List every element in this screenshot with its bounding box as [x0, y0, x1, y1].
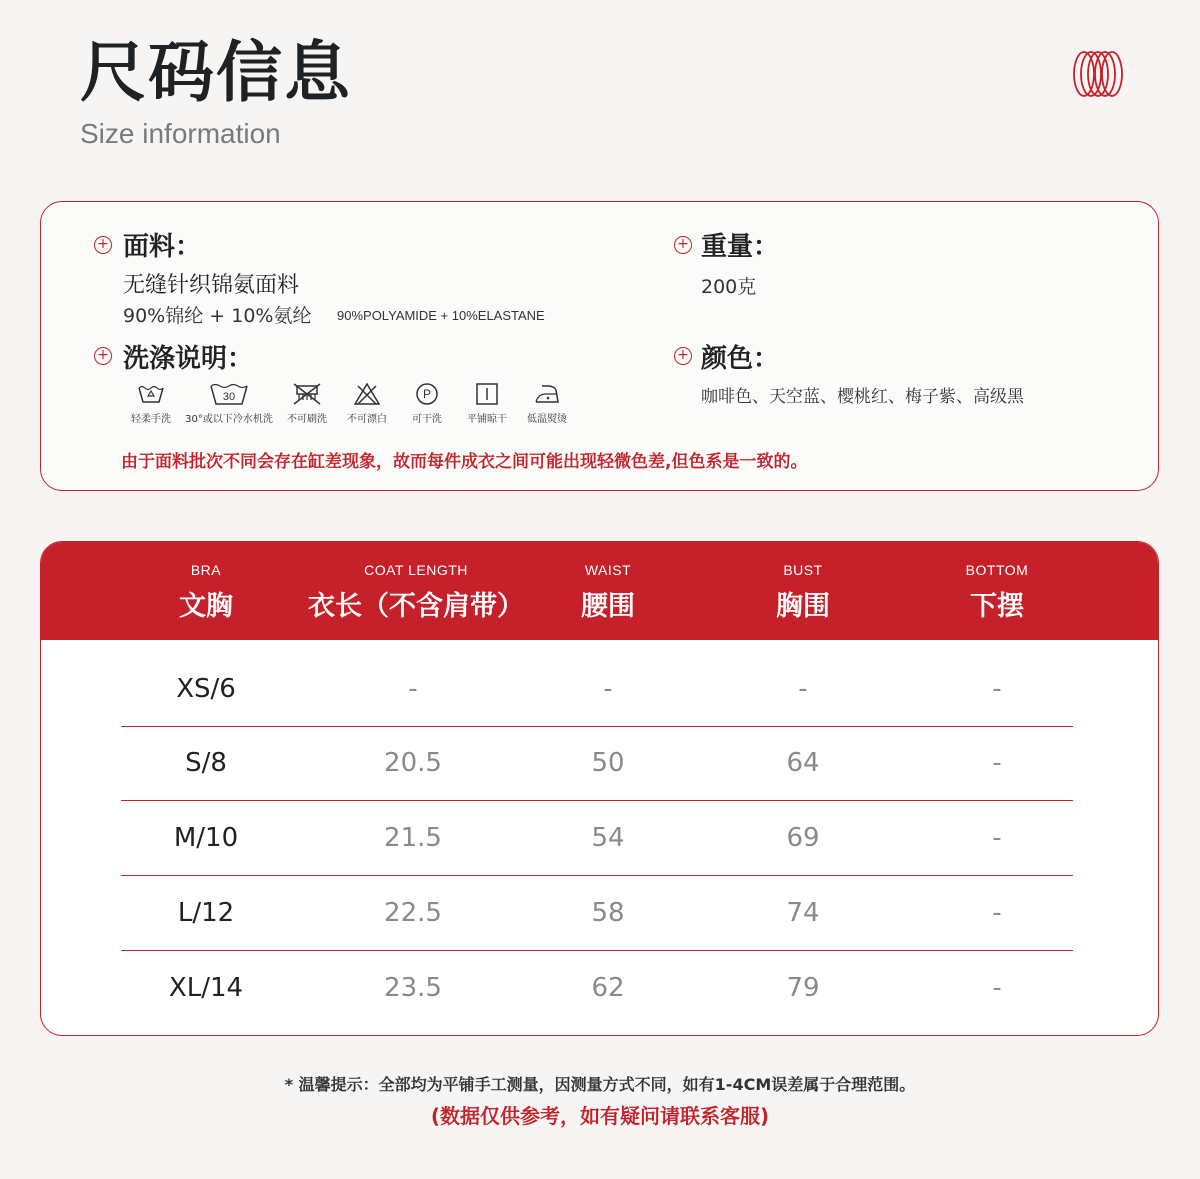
size-cell: XL/14	[168, 973, 244, 1003]
measurement-cell: -	[992, 823, 1002, 853]
table-row	[121, 652, 1073, 727]
plus-circle-icon: +	[94, 347, 112, 365]
page-subtitle: Size information	[80, 118, 281, 149]
care-item	[277, 382, 337, 425]
column-header-en: BRA	[190, 562, 222, 578]
table-row	[121, 876, 1073, 951]
measurement-cell: 58	[591, 898, 625, 928]
color-variance-warning: 由于面料批次不同会存在缸差现象，故而每件成衣之间可能出现轻微色差,但色系是一致的。	[121, 452, 808, 472]
care-label: 不可漂白	[347, 414, 387, 425]
washing-label: 洗涤说明：	[123, 344, 254, 374]
column-header-en: BUST	[783, 562, 823, 578]
size-cell: L/12	[177, 898, 235, 928]
fabric-name: 无缝针织锦氨面料	[123, 273, 300, 298]
measurement-cell: -	[798, 674, 808, 704]
weight-label: 重量：	[701, 232, 780, 262]
measurement-cell: 69	[786, 823, 820, 853]
size-cell: S/8	[185, 748, 227, 778]
measurement-cell: 74	[786, 898, 820, 928]
column-header-coat-length	[281, 542, 551, 640]
no-bleach-icon	[353, 382, 381, 406]
measurement-cell: -	[992, 898, 1002, 928]
measurement-cell: 54	[591, 823, 625, 853]
measurement-cell: 79	[786, 973, 820, 1003]
fabric-composition-en: 90%POLYAMIDE + 10%ELASTANE	[337, 308, 545, 323]
measurement-cell: 23.5	[384, 973, 442, 1003]
care-item	[397, 382, 457, 425]
measurement-cell: 22.5	[384, 898, 442, 928]
measurement-cell: -	[992, 973, 1002, 1003]
weight-value: 200克	[701, 276, 757, 298]
wash-30-icon	[209, 382, 249, 406]
column-header-bra	[136, 542, 276, 640]
size-cell: M/10	[173, 823, 239, 853]
reference-note: (数据仅供参考，如有疑问请联系客服)	[430, 1104, 770, 1128]
plus-circle-icon: +	[94, 236, 112, 254]
dry-flat-icon	[473, 382, 501, 406]
fabric-composition-cn: 90%锦纶 + 10%氨纶	[123, 305, 312, 327]
column-header-cn: 下摆	[970, 591, 1024, 622]
care-item	[121, 382, 181, 425]
column-header-cn: 胸围	[776, 591, 830, 622]
measurement-cell: 21.5	[384, 823, 442, 853]
size-cell: XS/6	[176, 674, 236, 704]
column-header-cn: 腰围	[581, 591, 635, 622]
column-header-bottom	[927, 542, 1067, 640]
table-header	[41, 542, 1158, 640]
measurement-tip: * 温馨提示：全部均为平铺手工测量，因测量方式不同，如有1-4CM误差属于合理范围。	[284, 1075, 916, 1094]
page-title: 尺码信息	[80, 34, 352, 111]
size-table	[40, 541, 1159, 1036]
measurement-cell: -	[992, 748, 1002, 778]
measurement-cell: -	[408, 674, 418, 704]
dry-clean-letter: P	[422, 387, 432, 401]
care-label: 平铺晾干	[467, 414, 507, 425]
care-label: 低温熨烫	[527, 414, 567, 425]
measurement-cell: 64	[786, 748, 820, 778]
care-label: 轻柔手洗	[131, 414, 171, 425]
care-item	[337, 382, 397, 425]
measurement-cell: -	[603, 674, 613, 704]
table-row	[121, 726, 1073, 801]
column-header-cn: 衣长（不含肩带）	[308, 591, 524, 622]
care-instructions	[121, 382, 577, 425]
plus-circle-icon: +	[674, 236, 692, 254]
table-row	[121, 951, 1073, 1026]
column-header-en: WAIST	[584, 562, 632, 578]
table-row	[121, 801, 1073, 876]
dry-clean-p-icon	[413, 382, 441, 406]
colors-label: 颜色：	[701, 344, 780, 374]
colors-value: 咖啡色、天空蓝、樱桃红、梅子紫、高级黑	[701, 387, 1024, 407]
care-item	[457, 382, 517, 425]
rings-logo-icon	[1072, 48, 1124, 100]
care-item	[517, 382, 577, 425]
iron-low-icon	[532, 382, 562, 406]
measurement-cell: 62	[591, 973, 625, 1003]
care-label: 30°或以下冷水机洗	[185, 414, 273, 425]
column-header-en: COAT LENGTH	[364, 562, 468, 578]
care-item	[181, 382, 277, 425]
column-header-waist	[538, 542, 678, 640]
no-brush-icon	[291, 382, 323, 406]
care-label: 可干洗	[412, 414, 442, 425]
plus-circle-icon: +	[674, 347, 692, 365]
fabric-label: 面料：	[123, 232, 202, 262]
care-label: 不可刷洗	[287, 414, 327, 425]
measurement-cell: 20.5	[384, 748, 442, 778]
gentle-hand-wash-icon	[137, 382, 165, 406]
column-header-cn: 文胸	[179, 591, 233, 622]
fabric-info-panel	[40, 201, 1159, 491]
measurement-cell: -	[992, 674, 1002, 704]
measurement-cell: 50	[591, 748, 625, 778]
column-header-bust	[733, 542, 873, 640]
column-header-en: BOTTOM	[965, 562, 1029, 578]
wash-temperature: 30	[222, 391, 236, 403]
